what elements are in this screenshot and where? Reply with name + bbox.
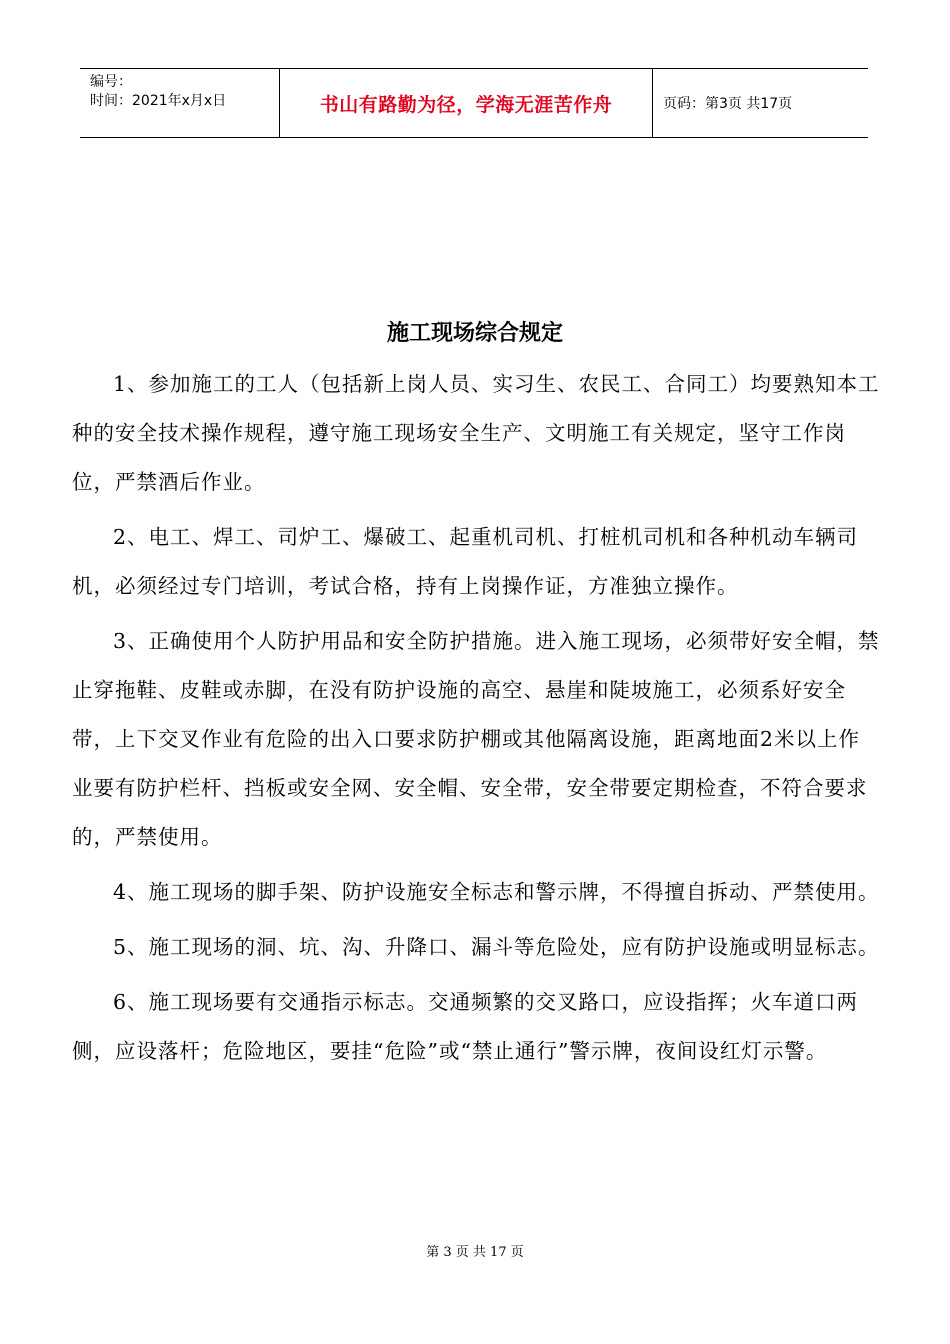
number-label: 编号： xyxy=(90,74,132,90)
page-info: 页码：第3页 共17页 xyxy=(663,96,793,112)
time-label: 时间：2021年x月x日 xyxy=(90,93,227,109)
page-footer: 第 3 页 共 17 页 xyxy=(426,1245,524,1260)
motto-text: 书山有路勤为径，学海无涯苦作舟 xyxy=(319,93,613,116)
header-motto-cell xyxy=(280,69,653,137)
paragraph-1: 1、参加施工的工人（包括新上岗人员、实习生、农民工、合同工）均要熟知本工种的安全技术操作规程，遵守施工现场安全生产、文明施工有关规定，坚守工作岗位，严禁酒后作业。 xyxy=(72,372,880,494)
document-body xyxy=(72,360,880,1082)
page-header xyxy=(80,68,868,138)
paragraph-3: 3、正确使用个人防护用品和安全防护措施。进入施工现场，必须带好安全帽，禁止穿拖鞋、皮鞋或赤脚，在没有防护设施的高空、悬崖和陡坡施工，必须系好安全带，上下交叉作业有危险的出入口要求防护棚或其他隔离设施，距离地面2米以上作业要有防护栏杆、挡板或安全网、安全帽、安全带，安全带要定期检查，不符合要求的，严禁使用。 xyxy=(72,629,880,849)
header-page-cell xyxy=(653,69,868,137)
paragraph-6: 6、施工现场要有交通指示标志。交通频繁的交叉路口，应设指挥；火车道口两侧，应设落杆；危险地区，要挂“危险”或“禁止通行”警示牌，夜间设红灯示警。 xyxy=(72,990,859,1063)
paragraph-4: 4、施工现场的脚手架、防护设施安全标志和警示牌，不得擅自拆动、严禁使用。 xyxy=(113,880,880,904)
paragraph-5: 5、施工现场的洞、坑、沟、升降口、漏斗等危险处，应有防护设施或明显标志。 xyxy=(113,935,880,959)
header-meta-cell xyxy=(80,69,280,137)
document-title: 施工现场综合规定 xyxy=(386,321,563,346)
paragraph-2: 2、电工、焊工、司炉工、爆破工、起重机司机、打桩机司机和各种机动车辆司机，必须经过专门培训，考试合格，持有上岗操作证，方准独立操作。 xyxy=(72,525,859,598)
